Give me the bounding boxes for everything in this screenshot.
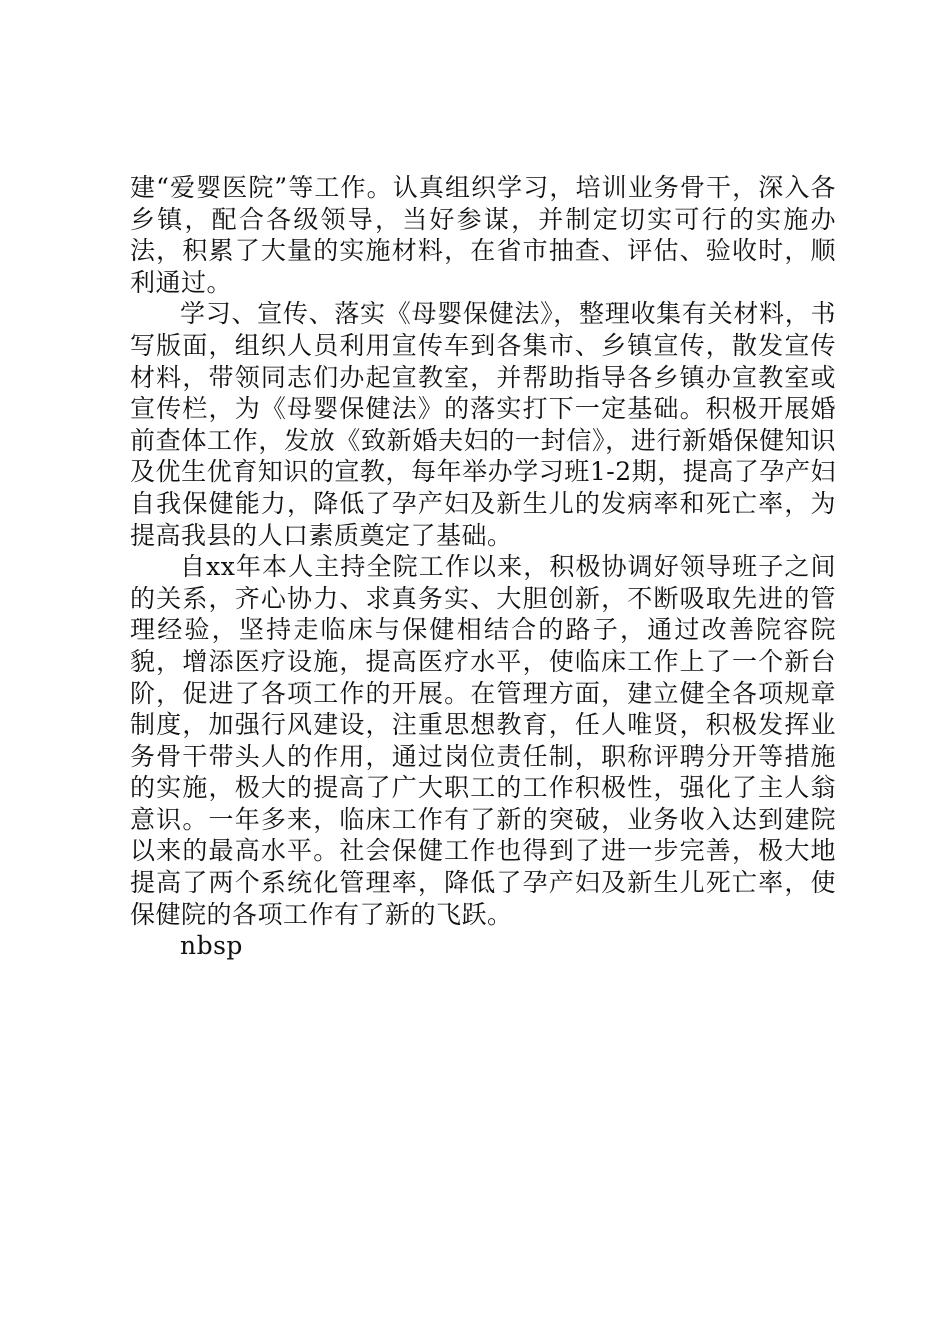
document-body [130, 172, 836, 962]
paragraph-3: 自xx年本人主持全院工作以来，积极协调好领导班子之间的关系，齐心协力、求真务实、大胆创新，不断吸取先进的管理经验，坚持走临床与保健相结合的路子，通过改善院容院貌，增添医疗设施，提高医疗水平，使临床工作上了一个新台阶，促进了各项工作的开展。在管理方面，建立健全各项规章制度，加强行风建设，注重思想教育，任人唯贤，积极发挥业务骨干带头人的作用，通过岗位责任制，职称评聘分开等措施的实施，极大的提高了广大职工的工作积极性，强化了主人翁意识。一年多来，临床工作有了新的突破，业务收入达到建院以来的最高水平。社会保健工作也得到了进一步完善，极大地提高了两个系统化管理率，降低了孕产妇及新生儿死亡率，使保健院的各项工作有了新的飞跃。 [130, 552, 836, 929]
paragraph-2: 学习、宣传、落实《母婴保健法》，整理收集有关材料，书写版面，组织人员利用宣传车到各集市、乡镇宣传，散发宣传材料，带领同志们办起宣教室，并帮助指导各乡镇办宣教室或宣传栏，为《母婴保健法》的落实打下一定基础。积极开展婚前查体工作，发放《致新婚夫妇的一封信》，进行新婚保健知识及优生优育知识的宣教，每年举办学习班1-2期，提高了孕产妇自我保健能力，降低了孕产妇及新生儿的发病率和死亡率，为提高我县的人口素质奠定了基础。 [130, 299, 836, 550]
trailing-text: nbsp [180, 931, 243, 961]
paragraph-1: 建“爱婴医院”等工作。认真组织学习，培训业务骨干，深入各乡镇，配合各级领导，当好参谋，并制定切实可行的实施办法，积累了大量的实施材料，在省市抽查、评估、验收时，顺利通过。 [130, 173, 836, 297]
